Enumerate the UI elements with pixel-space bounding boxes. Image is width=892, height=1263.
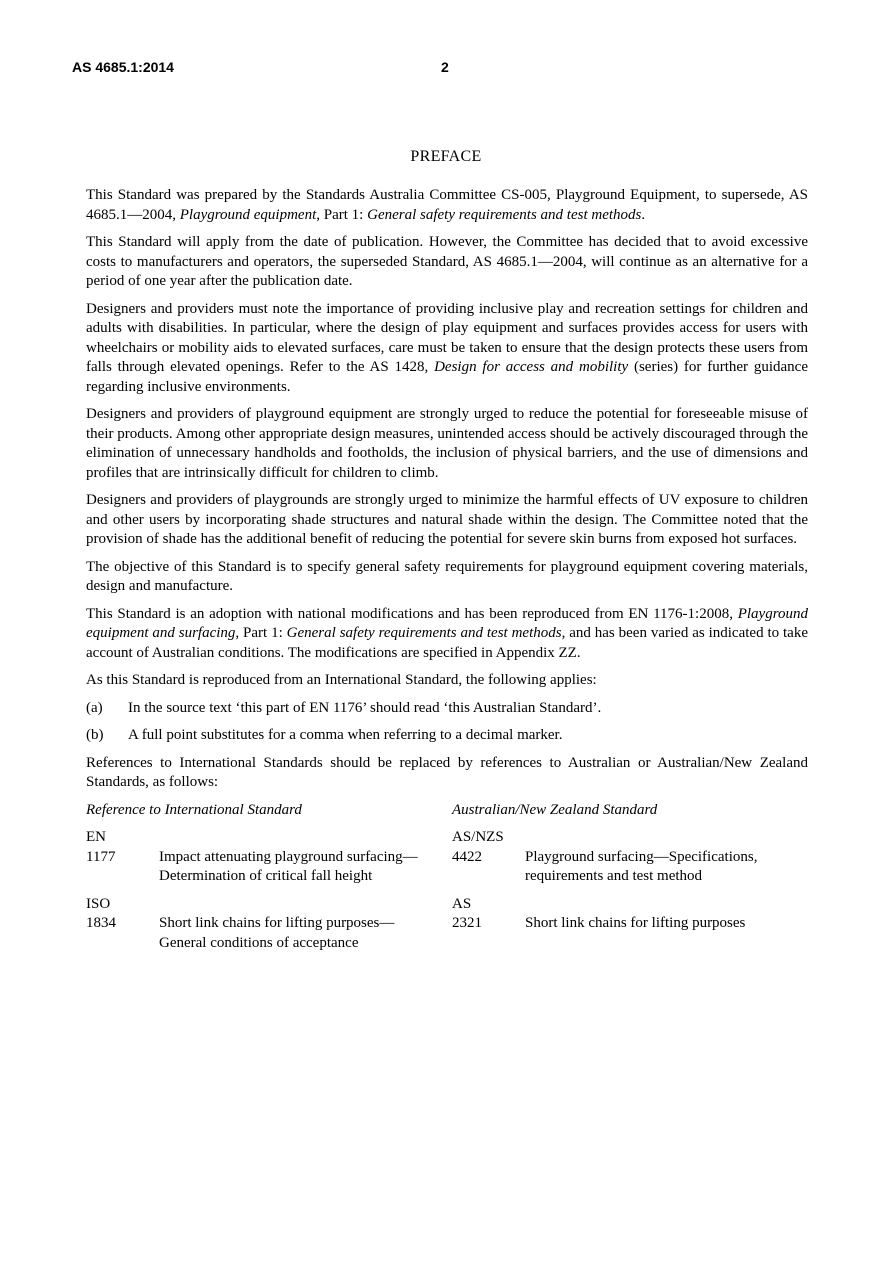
text-run: . [641,206,646,223]
italic-title-text: General safety requirements and test methods [286,625,562,641]
text-run: As this Standard is reproduced from an International Standard, the following applies: [86,672,597,688]
paragraph [86,558,808,597]
international-standard-heading: Reference to International Standard [86,801,302,818]
preface-title: PREFACE [410,148,482,165]
italic-title-text: General safety requirements and test methods [367,206,642,223]
paragraph [86,405,808,483]
page-number: 2 [441,59,449,75]
text-run: The objective of this Standard is to specify general safety requirements for playground equipment covering materials, design and manufacture. [86,558,808,594]
paragraph [86,754,808,793]
text-run: Designers and providers of playgrounds are strongly urged to minimize the harmful effects of UV exposure to children and other users by incorporating shade structures and natural shade within the design. The Committee noted that the provision of shade has the additional benefit of reducing the potential for severe skin burns from exposed hot surfaces. [86,492,808,547]
preface-body [86,186,808,961]
paragraph [86,233,808,292]
australian-reference [452,828,808,887]
standard-id: AS 4685.1:2014 [72,59,174,75]
paragraph [86,186,808,225]
reference-title: Short link chains for lifting purposes—General conditions of acceptance [159,915,395,951]
paragraph [86,491,808,550]
italic-title-text: Playground equipment and surfacing [86,605,808,641]
list-item-text: In the source text ‘this part of EN 1176’ should read ‘this Australian Standard’. [128,699,602,716]
list-item-label: (b) [86,727,104,743]
list-item [86,699,808,719]
reference-group [86,895,808,954]
reference-org: AS/NZS [452,829,504,845]
text-run: , and has been varied as indicated to take account of Australian conditions. The modifications are specified in Appendix ZZ. [86,625,808,661]
australian-reference [452,895,808,954]
reference-number: 1177 [86,848,116,865]
international-reference [86,895,452,954]
australian-standard-heading: Australian/New Zealand Standard [452,801,658,818]
reference-number: 2321 [452,915,482,931]
text-run: This Standard is an adoption with national modifications and has been reproduced from EN 1176-1:2008, [86,605,738,622]
text-run: Designers and providers of playground equipment are strongly urged to reduce the potential for foreseeable misuse of their products. Among other appropriate design measures, unintended access should be actively discouraged through the elimination of unnecessary handholds and footholds, the inclusion of physical barriers, and the use of dimensions and profiles that are intrinsically difficult for children to climb. [86,406,808,481]
international-reference [86,828,452,887]
reference-group [86,828,808,887]
list-item-label: (a) [86,699,103,716]
paragraph [86,300,808,398]
text-run: Designers and providers must note the importance of providing inclusive play and recreation settings for children and adults with disabilities. In particular, where the design of play equipment and surfaces provides access for users with wheelchairs or mobility aids to elevated surfaces, care must be taken to ensure that the design protects these users from falls through elevated openings. Refer to the AS 1428, [86,300,808,375]
list-item-text: A full point substitutes for a comma when referring to a decimal marker. [128,727,563,743]
italic-title-text: Playground equipment [179,206,317,223]
text-run: References to International Standards should be replaced by references to Australian or Australian/New Zealand Standards, as follows: [86,754,808,790]
reference-org: AS [452,895,472,912]
text-run: This Standard was prepared by the Standards Australia Committee CS-005, Playground Equipment, to supersede, AS 4685.1—2004, [86,187,808,223]
reference-title: Short link chains for lifting purposes [525,915,746,931]
reference-title: Playground surfacing—Specifications, requirements and test method [525,848,758,884]
reference-title: Impact attenuating playground surfacing—Determination of critical fall height [159,848,418,884]
reference-table-header [86,801,808,821]
list-item [86,726,808,746]
paragraph [86,671,808,691]
reference-number: 1834 [86,915,116,931]
paragraph [86,605,808,664]
text-run: This Standard will apply from the date of publication. However, the Committee has decided that to avoid excessive costs to manufacturers and operators, the superseded Standard, AS 4685.1—2004, will continue as an alternative for a period of one year after the publication date. [86,234,808,289]
reference-org: EN [86,829,106,845]
text-run: (series) for further guidance regarding inclusive environments. [86,359,808,395]
reference-number: 4422 [452,848,482,865]
italic-title-text: Design for access and mobility [434,359,629,375]
reference-org: ISO [86,895,111,912]
text-run: , Part 1: [235,625,287,641]
text-run: , Part 1: [316,206,368,223]
